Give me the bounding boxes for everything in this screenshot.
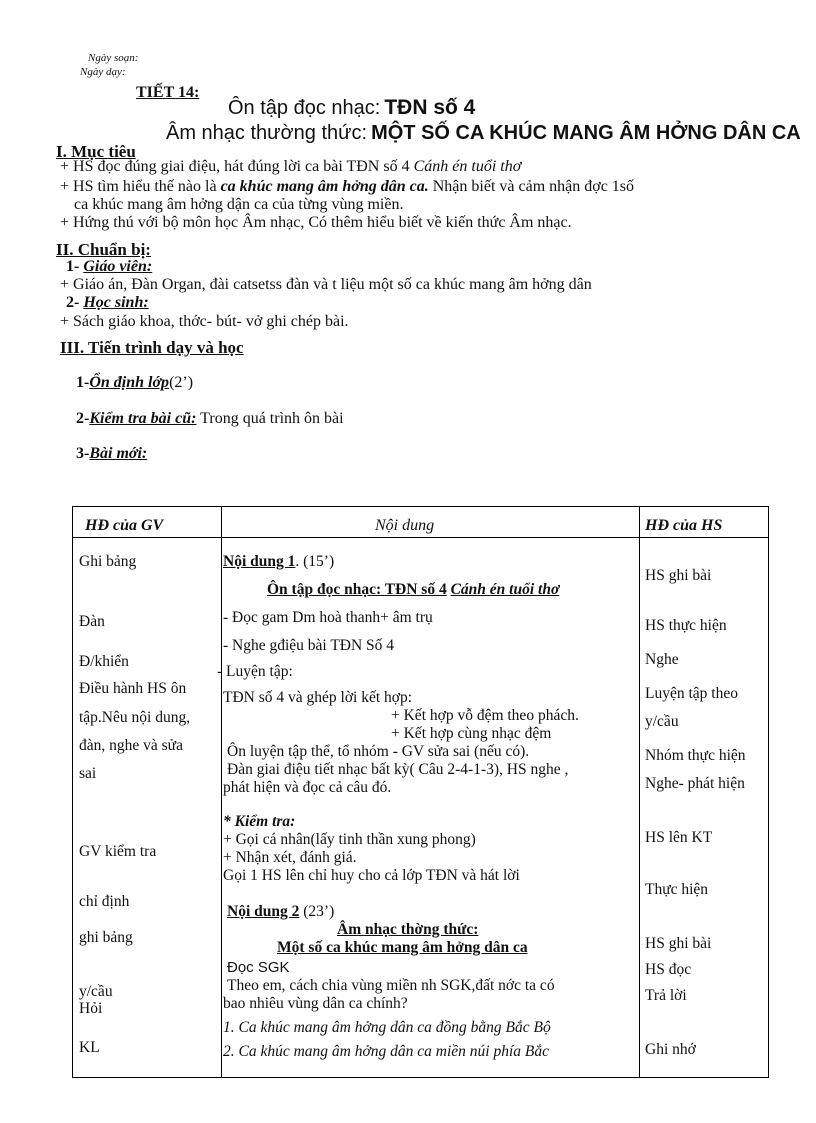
nd1-line: - Nghe gđiệu bài TĐN Số 4 xyxy=(223,637,395,654)
nd2-line: 1. Ca khúc mang âm hởng dân ca đồng bằng Bắc Bộ xyxy=(223,1019,551,1036)
nd1-line: Ôn luyện tập thể, tổ nhóm - GV sửa sai (nếu có). xyxy=(227,743,530,760)
gv-cell: Điều hành HS ôn xyxy=(79,680,187,697)
nd1-subtitle-b: Cánh én tuổi thơ xyxy=(450,581,560,598)
step-3-number: 3- xyxy=(76,445,90,462)
nd2-line: 2. Ca khúc mang âm hởng dân ca miền núi phía Bắc xyxy=(223,1043,549,1060)
song-title: Cánh én tuổi thơ xyxy=(413,158,522,175)
muc-tieu-line-2-a: + HS tìm hiểu thế nào là xyxy=(60,178,217,195)
nd2-subtitle-1: Âm nhạc thờng thức: xyxy=(337,921,479,938)
hoc-sinh-row xyxy=(66,294,149,312)
section-muc-tieu-heading: I. Mục tiêu xyxy=(56,142,136,161)
hs-cell: y/cầu xyxy=(645,713,679,730)
table-col-divider-1 xyxy=(221,507,222,1077)
gv-cell: y/cầu xyxy=(79,983,113,1000)
nd2-heading xyxy=(227,903,334,921)
hs-cell: Trả lời xyxy=(645,987,687,1004)
hs-cell: HS lên KT xyxy=(645,829,713,846)
section-tien-trinh-heading: III. Tiến trình dạy và học xyxy=(60,338,244,357)
giao-vien-row xyxy=(66,258,152,276)
nd2-line: Theo em, cách chia vùng miền nh SGK,đất nớc ta có xyxy=(227,977,555,994)
gv-cell: KL xyxy=(79,1039,100,1056)
step-1-label: Ổn định lớp xyxy=(89,374,170,391)
title1-prefix: Ôn tập đọc nhạc: xyxy=(228,97,381,119)
step-3 xyxy=(76,445,147,463)
step-1-time: (2’) xyxy=(169,374,194,391)
title2-prefix: Âm nhạc thường thức: xyxy=(166,122,368,144)
hoc-sinh-label: Học sinh: xyxy=(83,294,149,311)
muc-tieu-line-2 xyxy=(60,178,634,196)
kiem-tra-label: * Kiểm tra: xyxy=(223,813,296,830)
nd2-line: bao nhiêu vùng dân ca chính? xyxy=(223,995,408,1012)
hoc-sinh-number: 2- xyxy=(66,294,80,311)
hs-cell: Nghe- phát hiện xyxy=(645,775,745,792)
hs-cell: Luyện tập theo xyxy=(645,685,738,702)
kiem-tra-line: Gọi 1 HS lên chỉ huy cho cả lớp TĐN và hát lời xyxy=(223,867,520,884)
nd2-line: Đọc SGK xyxy=(227,959,290,976)
title2-main: MỘT SỐ CA KHÚC MANG ÂM HỞNG DÂN CA xyxy=(371,122,801,144)
lesson-number: TIẾT 14: xyxy=(136,84,200,101)
col-header-gv: HĐ của GV xyxy=(85,517,164,534)
muc-tieu-line-2-b: ca khúc mang âm hởng dân ca. xyxy=(220,178,429,195)
nd1-subtitle-a: Ôn tập đọc nhạc: TĐN số 4 xyxy=(267,581,447,598)
step-1 xyxy=(76,374,193,392)
gv-cell: Hỏi xyxy=(79,1000,103,1017)
gv-cell: đàn, nghe và sửa xyxy=(79,737,183,754)
step-2-label: Kiểm tra bài cũ: xyxy=(89,410,197,427)
hs-cell: Ghi nhớ xyxy=(645,1041,696,1058)
gv-cell: sai xyxy=(79,765,97,782)
title-line-2 xyxy=(166,122,801,145)
step-1-number: 1- xyxy=(76,374,90,391)
nd1-line: + Kết hợp vỗ đệm theo phách. xyxy=(391,707,579,724)
nd2-time: (23’) xyxy=(299,903,335,920)
lesson-table xyxy=(72,506,769,1078)
title1-main: TĐN số 4 xyxy=(384,96,476,119)
gv-cell: Ghi bảng xyxy=(79,553,137,570)
nd1-line: - Luyện tập: xyxy=(217,663,293,680)
section-chuan-bi-heading: II. Chuẩn bị: xyxy=(56,240,151,259)
nd1-line: - Đọc gam Dm hoà thanh+ âm trụ xyxy=(223,609,433,626)
gv-cell: ghi bảng xyxy=(79,929,133,946)
hs-cell: Thực hiện xyxy=(645,881,709,898)
step-2-number: 2- xyxy=(76,410,90,427)
gv-cell: Đ/khiển xyxy=(79,653,129,670)
step-2 xyxy=(76,410,344,428)
nd1-heading xyxy=(223,553,334,571)
kiem-tra-line: + Gọi cá nhân(lấy tinh thần xung phong) xyxy=(223,831,476,848)
step-2-text: Trong quá trình ôn bài xyxy=(196,410,344,427)
gv-cell: GV kiểm tra xyxy=(79,843,157,860)
hs-cell: Nghe xyxy=(645,651,679,668)
hs-cell: HS đọc xyxy=(645,961,692,978)
giao-vien-text: + Giáo án, Đàn Organ, đài catsetss đàn và t liệu một số ca khúc mang âm hởng dân xyxy=(60,276,592,293)
table-col-divider-2 xyxy=(639,507,640,1077)
hoc-sinh-text: + Sách giáo khoa, thớc- bút- vở ghi chép bài. xyxy=(60,313,349,330)
muc-tieu-line-3: ca khúc mang âm hởng dận ca của từng vùng miền. xyxy=(74,196,404,213)
table-header-divider xyxy=(73,537,768,538)
hs-cell: Nhóm thực hiện xyxy=(645,747,746,764)
gv-cell: Đàn xyxy=(79,613,105,630)
gv-cell: tập.Nêu nội dung, xyxy=(79,709,191,726)
gv-cell: chỉ định xyxy=(79,893,130,910)
nd1-time: . (15’) xyxy=(295,553,335,570)
kiem-tra-line: + Nhận xét, đánh giá. xyxy=(223,849,357,866)
col-header-noi-dung: Nội dung xyxy=(375,517,435,534)
step-3-label: Bài mới: xyxy=(89,445,148,462)
nd1-line: Đàn giai điệu tiết nhạc bất kỳ( Câu 2-4-1-3), HS nghe , xyxy=(227,761,569,778)
title-line-1 xyxy=(228,96,475,120)
muc-tieu-line-2-c: Nhận biết và cảm nhận đợc 1số xyxy=(432,178,635,195)
hs-cell: HS thực hiện xyxy=(645,617,727,634)
hs-cell: HS ghi bài xyxy=(645,567,712,584)
col-header-hs: HĐ của HS xyxy=(645,517,723,534)
ngay-day-label: Ngày dạy: xyxy=(80,66,126,78)
muc-tieu-line-4: + Hứng thú với bộ môn học Âm nhạc, Có thêm hiểu biết về kiến thức Âm nhạc. xyxy=(60,214,572,231)
ngay-soan-label: Ngày soạn: xyxy=(88,52,139,64)
nd1-line: phát hiện và đọc cả câu đó. xyxy=(223,779,392,796)
nd2-label: Nội dung 2 xyxy=(227,903,300,920)
giao-vien-number: 1- xyxy=(66,258,80,275)
nd1-line: TĐN số 4 và ghép lời kết hợp: xyxy=(223,689,413,706)
giao-vien-label: Giáo viên: xyxy=(83,258,153,275)
hs-cell: HS ghi bài xyxy=(645,935,712,952)
nd2-subtitle-2: Một số ca khúc mang âm hởng dân ca xyxy=(277,939,528,956)
nd1-subtitle xyxy=(267,581,559,599)
muc-tieu-line-1-text: + HS đọc đúng giai điệu, hát đúng lời ca bài TĐN số 4 xyxy=(60,158,410,175)
nd1-line: + Kết hợp cùng nhạc đệm xyxy=(391,725,552,742)
nd1-label: Nội dung 1 xyxy=(223,553,296,570)
muc-tieu-line-1 xyxy=(60,158,521,176)
